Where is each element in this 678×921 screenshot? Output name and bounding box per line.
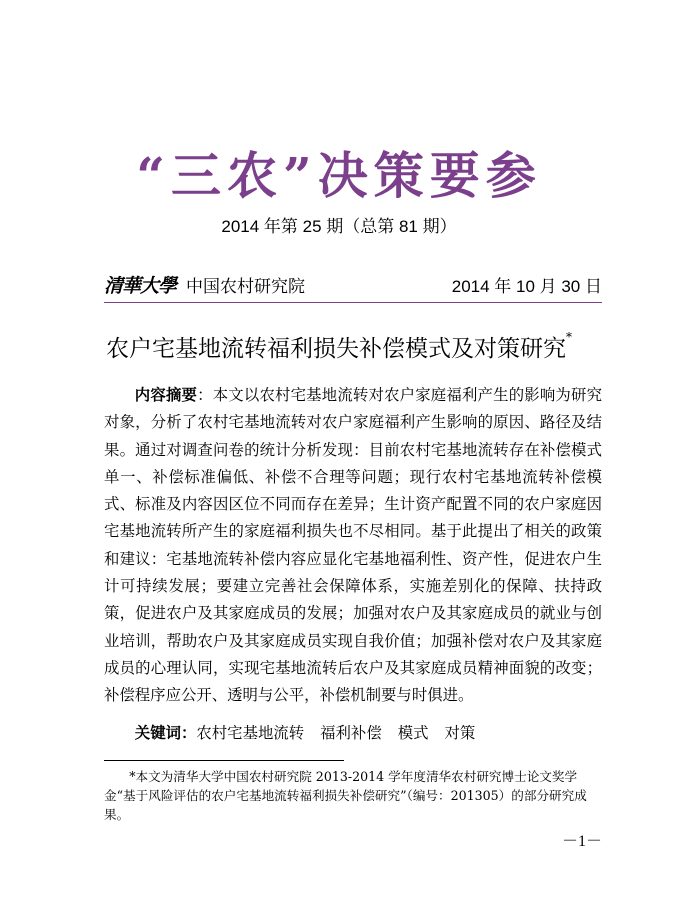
- org-row: [104, 271, 602, 298]
- abstract-text: ：本文以农村宅基地流转对农户家庭福利产生的影响为研究对象，分析了农村宅基地流转对农户家庭福利产生影响的原因、路径及结果。通过对调查问卷的统计分析发现：目前农村宅基地流转存在补偿模式单一、补偿标准偏低、补偿不合理等问题；现行农村宅基地流转补偿模式、标准及内容因区位不同而存在差异；生计资产配置不同的农户家庭因宅基地流转所产生的家庭福利损失也不尽相同。基于此提出了相关的政策和建议：宅基地流转补偿内容应显化宅基地福利性、资产性，促进农户生计可持续发展；要建立完善社会保障体系，实施差别化的保障、扶持政策，促进农户及其家庭成员的发展；加强对农户及其家庭成员的就业与创业培训，帮助农户及其家庭成员实现自我价值；加强补偿对农户及其家庭成员的心理认同，实现宅基地流转后农户及其家庭成员精神面貌的改变；补偿程序应公开、透明与公平，补偿机制要与时俱进。: [104, 386, 602, 705]
- footnote-divider: [104, 760, 344, 761]
- keywords-colon: ：: [180, 724, 197, 742]
- org-name: 中国农村研究院: [186, 277, 306, 296]
- keyword: 农村宅基地流转: [196, 724, 305, 742]
- abstract-label: 内容摘要: [134, 386, 198, 404]
- article-title-text: 农户宅基地流转福利损失补偿模式及对策研究: [106, 336, 566, 362]
- university-logo: 清華大學: [104, 275, 177, 297]
- publish-date: 2014 年 10 月 30 日: [451, 277, 602, 296]
- keyword: 模式: [397, 724, 429, 742]
- keywords-label: 关键词: [134, 724, 181, 742]
- article-title: [0, 330, 678, 363]
- page-number: －1－: [561, 833, 602, 850]
- footnote: *本文为清华大学中国农村研究院 2013-2014 学年度清华农村研究博士论文奖学金“基于风险评估的农户宅基地流转福利损失补偿研究”（编号：201305）的部分研究成果。: [104, 769, 587, 822]
- masthead-title: “三农”决策要参: [136, 146, 542, 205]
- keyword: 福利补偿: [320, 724, 382, 742]
- issue-number: 2014 年第 25 期（总第 81 期）: [221, 217, 457, 236]
- org-block: [104, 271, 305, 298]
- keywords: [104, 721, 602, 743]
- header-divider: [104, 302, 602, 303]
- abstract: [104, 382, 602, 710]
- keyword: 对策: [444, 724, 476, 742]
- title-footnote-mark: *: [566, 330, 572, 344]
